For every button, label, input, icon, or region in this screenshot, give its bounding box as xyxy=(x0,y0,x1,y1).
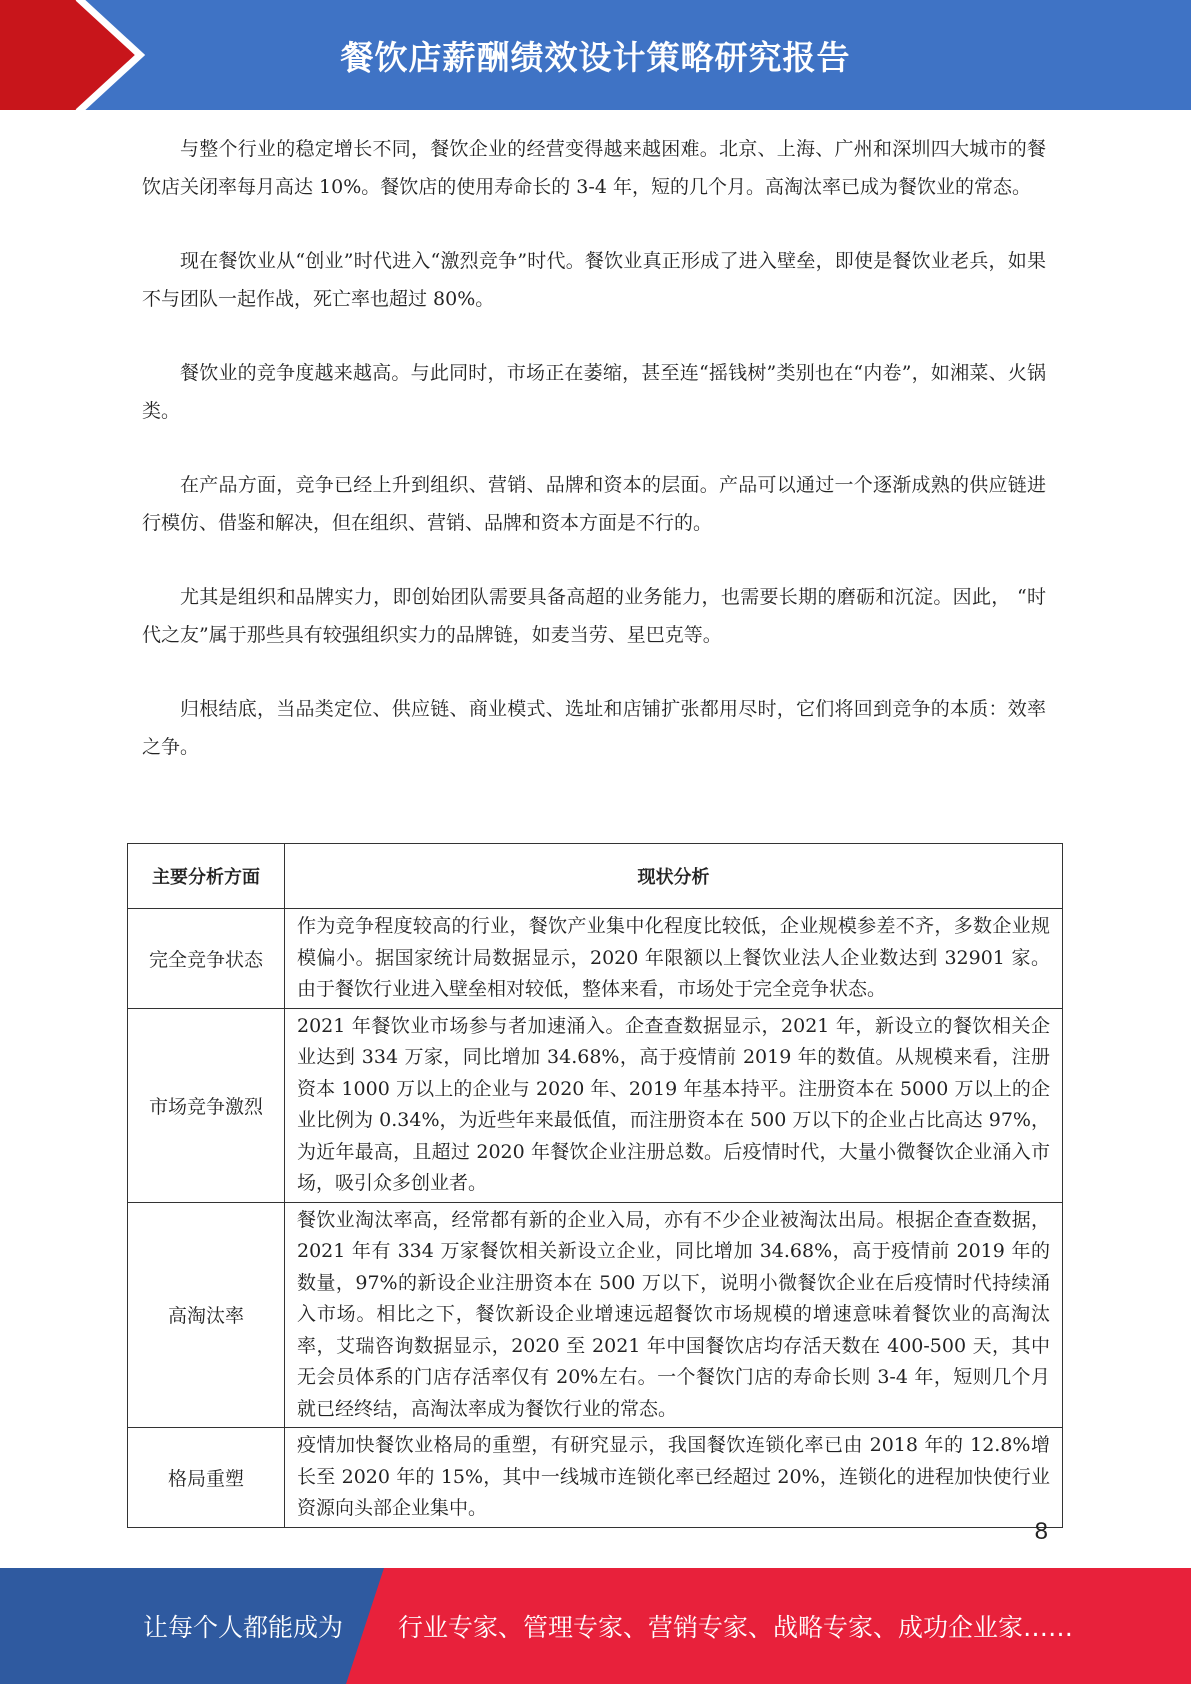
column-header-analysis: 现状分析 xyxy=(285,844,1063,909)
page-number: 8 xyxy=(1034,1518,1048,1545)
analysis-cell: 2021 年餐饮业市场参与者加速涌入。企查查数据显示，2021 年，新设立的餐饮相关企业达到 334 万家，同比增加 34.68%，高于疫情前 2019 年的数值。从规模来看，注册资本 1000 万以上的企业与 2020 年、2019 年基本持平。注册资本在 5000 万以上的企业比例为 0.34%，为近些年来最低值，而注册资本在 500 万以下的企业占比高达 97%，为近年最高，且超过 2020 年餐饮企业注册总数。后疫情时代，大量小微餐饮企业涌入市场，吸引众多创业者。 xyxy=(285,1008,1063,1202)
footer-slogan-left: 让每个人都能成为 xyxy=(143,1613,344,1642)
footer-band xyxy=(0,1568,1191,1684)
aspect-cell: 市场竞争激烈 xyxy=(128,1008,285,1202)
paragraph: 尤其是组织和品牌实力，即创始团队需要具备高超的业务能力，也需要长期的磨砺和沉淀。因此， “时代之友”属于那些具有较强组织实力的品牌链，如麦当劳、星巴克等。 xyxy=(142,586,1046,646)
aspect-cell: 完全竞争状态 xyxy=(128,909,285,1009)
red-chevron-icon xyxy=(0,0,160,110)
table-row xyxy=(128,909,1063,1009)
header-band xyxy=(0,0,1191,110)
paragraph: 餐饮业的竞争度越来越高。与此同时，市场正在萎缩，甚至连“摇钱树”类别也在“内卷”，如湘菜、火锅类。 xyxy=(142,362,1046,422)
analysis-cell: 餐饮业淘汰率高，经常都有新的企业入局，亦有不少企业被淘汰出局。根据企查查数据，2021 年有 334 万家餐饮相关新设立企业，同比增加 34.68%，高于疫情前 2019 年的数量，97%的新设企业注册资本在 500 万以下，说明小微餐饮企业在后疫情时代持续涌入市场。相比之下，餐饮新设企业增速远超餐饮市场规模的增速意味着餐饮业的高淘汰率，艾瑞咨询数据显示，2020 至 2021 年中国餐饮店均存活天数在 400-500 天，其中无会员体系的门店存活率仅有 20%左右。一个餐饮门店的寿命长则 3-4 年，短则几个月就已经终结，高淘汰率成为餐饮行业的常态。 xyxy=(285,1202,1063,1428)
table-row xyxy=(128,1008,1063,1202)
aspect-cell: 格局重塑 xyxy=(128,1428,285,1528)
table-row xyxy=(128,1202,1063,1428)
analysis-cell: 疫情加快餐饮业格局的重塑，有研究显示，我国餐饮连锁化率已由 2018 年的 12.8%增长至 2020 年的 15%，其中一线城市连锁化率已经超过 20%，连锁化的进程加快使行业资源向头部企业集中。 xyxy=(285,1428,1063,1528)
column-header-aspect: 主要分析方面 xyxy=(128,844,285,909)
report-title: 餐饮店薪酬绩效设计策略研究报告 xyxy=(340,37,851,77)
paragraph: 归根结底，当品类定位、供应链、商业模式、选址和店铺扩张都用尽时，它们将回到竞争的本质：效率之争。 xyxy=(142,698,1046,758)
table-row xyxy=(128,1428,1063,1528)
paragraph: 在产品方面，竞争已经上升到组织、营销、品牌和资本的层面。产品可以通过一个逐渐成熟的供应链进行模仿、借鉴和解决，但在组织、营销、品牌和资本方面是不行的。 xyxy=(142,474,1046,534)
footer-slogan-right: 行业专家、管理专家、营销专家、战略专家、成功企业家…… xyxy=(398,1613,1074,1642)
paragraph: 与整个行业的稳定增长不同，餐饮企业的经营变得越来越困难。北京、上海、广州和深圳四大城市的餐饮店关闭率每月高达 10%。餐饮店的使用寿命长的 3-4 年，短的几个月。高淘汰率已成为餐饮业的常态。 xyxy=(142,138,1046,198)
table-header-row xyxy=(128,844,1063,909)
body-text xyxy=(142,130,1046,802)
analysis-table xyxy=(127,843,1063,1528)
analysis-cell: 作为竞争程度较高的行业，餐饮产业集中化程度比较低，企业规模参差不齐，多数企业规模偏小。据国家统计局数据显示，2020 年限额以上餐饮业法人企业数达到 32901 家。由于餐饮行业进入壁垒相对较低，整体来看，市场处于完全竞争状态。 xyxy=(285,909,1063,1009)
paragraph: 现在餐饮业从“创业”时代进入“激烈竞争”时代。餐饮业真正形成了进入壁垒，即使是餐饮业老兵，如果不与团队一起作战，死亡率也超过 80%。 xyxy=(142,250,1046,310)
aspect-cell: 高淘汰率 xyxy=(128,1202,285,1428)
